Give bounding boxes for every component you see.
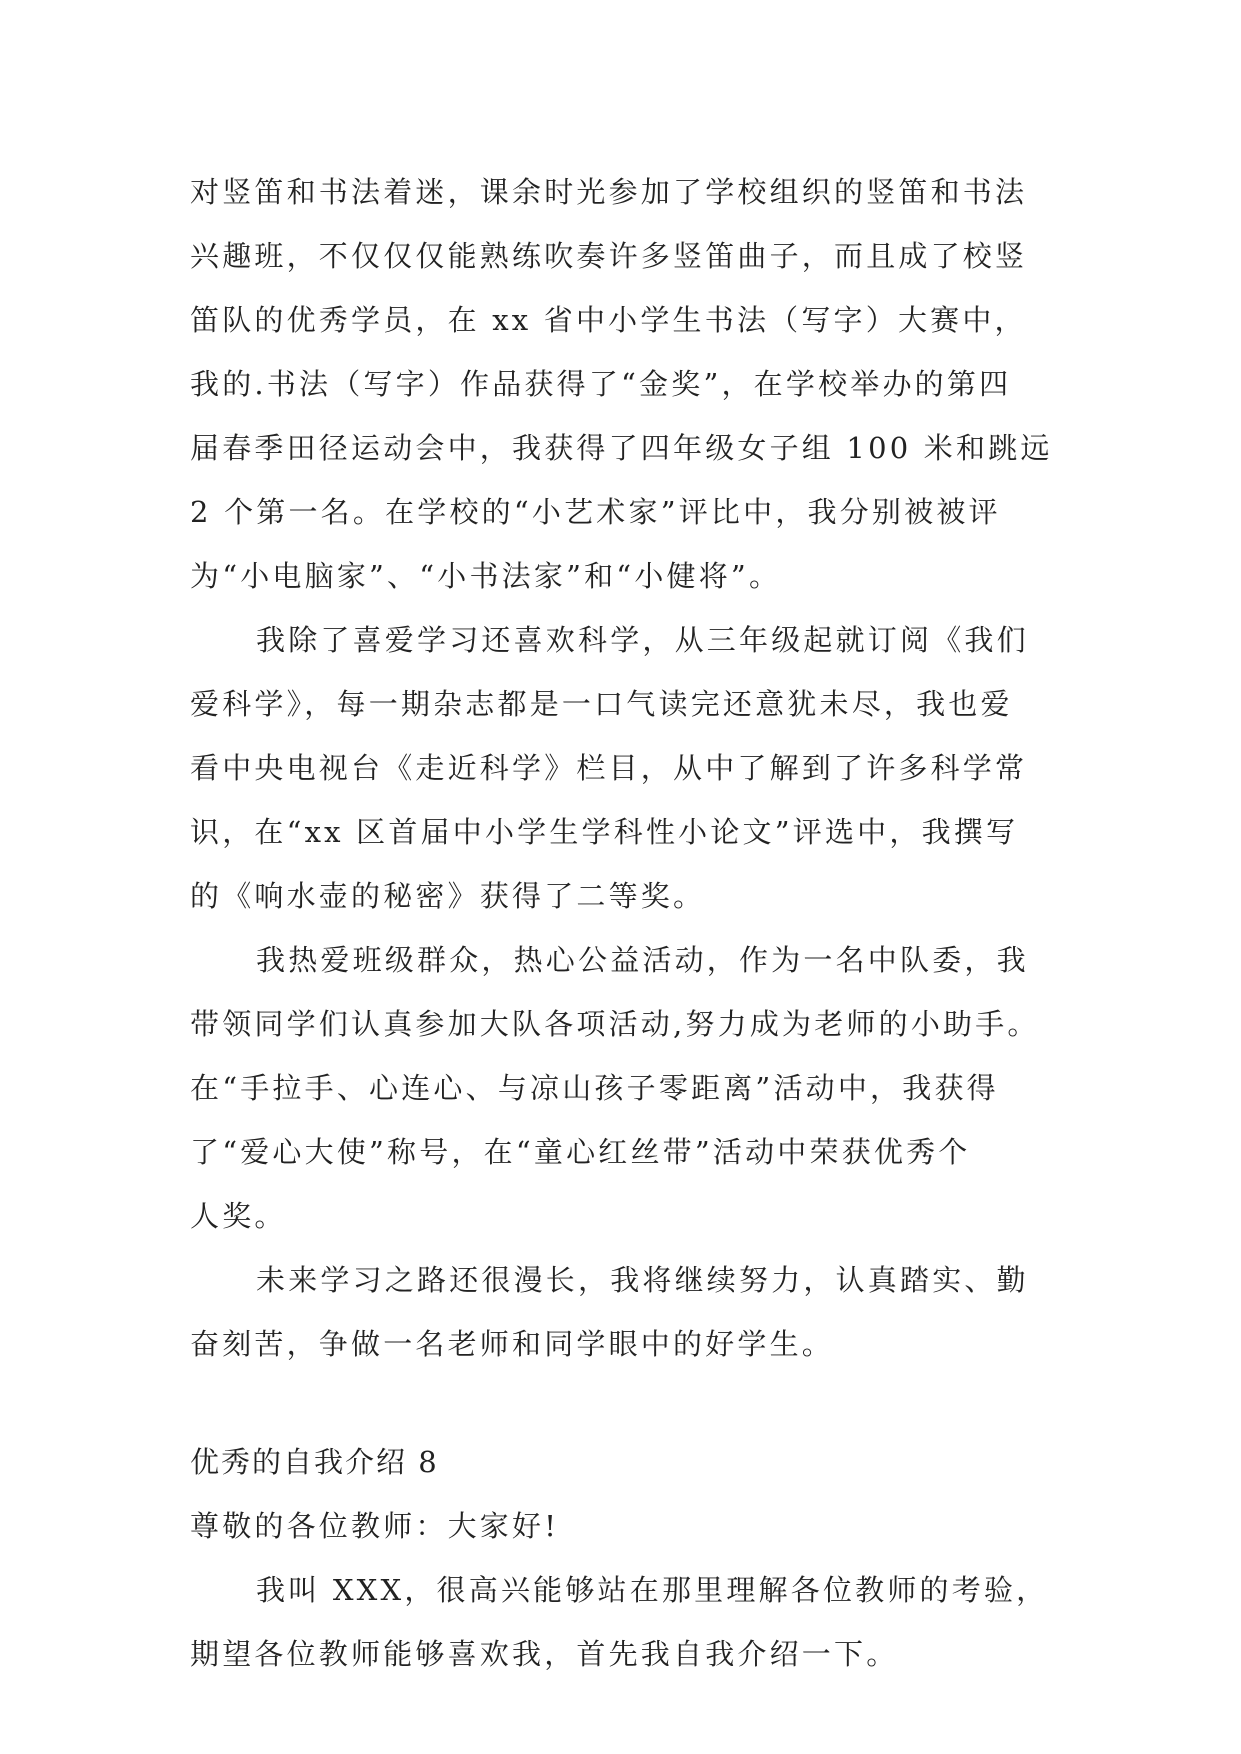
- section-title: 优秀的自我介绍 8: [190, 1445, 439, 1479]
- paragraph-line: 届春季田径运动会中，我获得了四年级女子组 100 米和跳远: [190, 431, 1053, 465]
- paragraph-line: 的《响水壶的秘密》获得了二等奖。: [190, 879, 706, 913]
- paragraph-line: 兴趣班，不仅仅仅能熟练吹奏许多竖笛曲子，而且成了校竖: [190, 239, 1028, 273]
- paragraph-intro: [190, 1558, 1060, 1686]
- paragraph-line: 识，在“xx 区首届中小学生学科性小论文”评选中，我撰写: [190, 815, 1019, 849]
- paragraph-line: 为“小电脑家”、“小书法家”和“小健将”。: [190, 559, 782, 593]
- paragraph-line: 奋刻苦，争做一名老师和同学眼中的好学生。: [190, 1327, 835, 1361]
- paragraph-line: 我除了喜爱学习还喜欢科学，从三年级起就订阅《我们: [256, 623, 1029, 657]
- paragraph-line: 对竖笛和书法着迷，课余时光参加了学校组织的竖笛和书法: [190, 175, 1028, 209]
- paragraph-line: 人奖。: [190, 1199, 287, 1233]
- paragraph-line: 我叫 XXX，很高兴能够站在那里理解各位教师的考验，: [256, 1573, 1049, 1607]
- paragraph-line: 我热爱班级群众，热心公益活动，作为一名中队委，我: [256, 943, 1029, 977]
- paragraph-line: 了“爱心大使”称号，在“童心红丝带”活动中荣获优秀个: [190, 1135, 971, 1169]
- paragraph-future: [190, 1248, 1060, 1376]
- paragraph-science: [190, 608, 1060, 928]
- paragraph-line: 2 个第一名。在学校的“小艺术家”评比中，我分别被被评: [190, 495, 1001, 529]
- paragraph-line: 爱科学》，每一期杂志都是一口气读完还意犹未尽，我也爱: [190, 687, 1013, 721]
- paragraph-line: 在“手拉手、心连心、与凉山孩子零距离”活动中，我获得: [190, 1071, 999, 1105]
- paragraph-class-activities: [190, 928, 1060, 1248]
- paragraph-line: 未来学习之路还很漫长，我将继续努力，认真踏实、勤: [256, 1263, 1029, 1297]
- paragraph-line: 看中央电视台《走近科学》栏目，从中了解到了许多科学常: [190, 751, 1028, 785]
- paragraph-line: 笛队的优秀学员，在 xx 省中小学生书法（写字）大赛中，: [190, 303, 1027, 337]
- paragraph-line: 我的.书法（写字）作品获得了“金奖”，在学校举办的第四: [190, 367, 1012, 401]
- greeting-line: 尊敬的各位教师：大家好!: [190, 1509, 560, 1543]
- document-body: [190, 160, 1060, 1686]
- section-spacer: [190, 1376, 1060, 1430]
- paragraph-line: 期望各位教师能够喜欢我，首先我自我介绍一下。: [190, 1637, 899, 1671]
- paragraph-achievements: [190, 160, 1060, 608]
- paragraph-line: 带领同学们认真参加大队各项活动,努力成为老师的小助手。: [190, 1007, 1040, 1041]
